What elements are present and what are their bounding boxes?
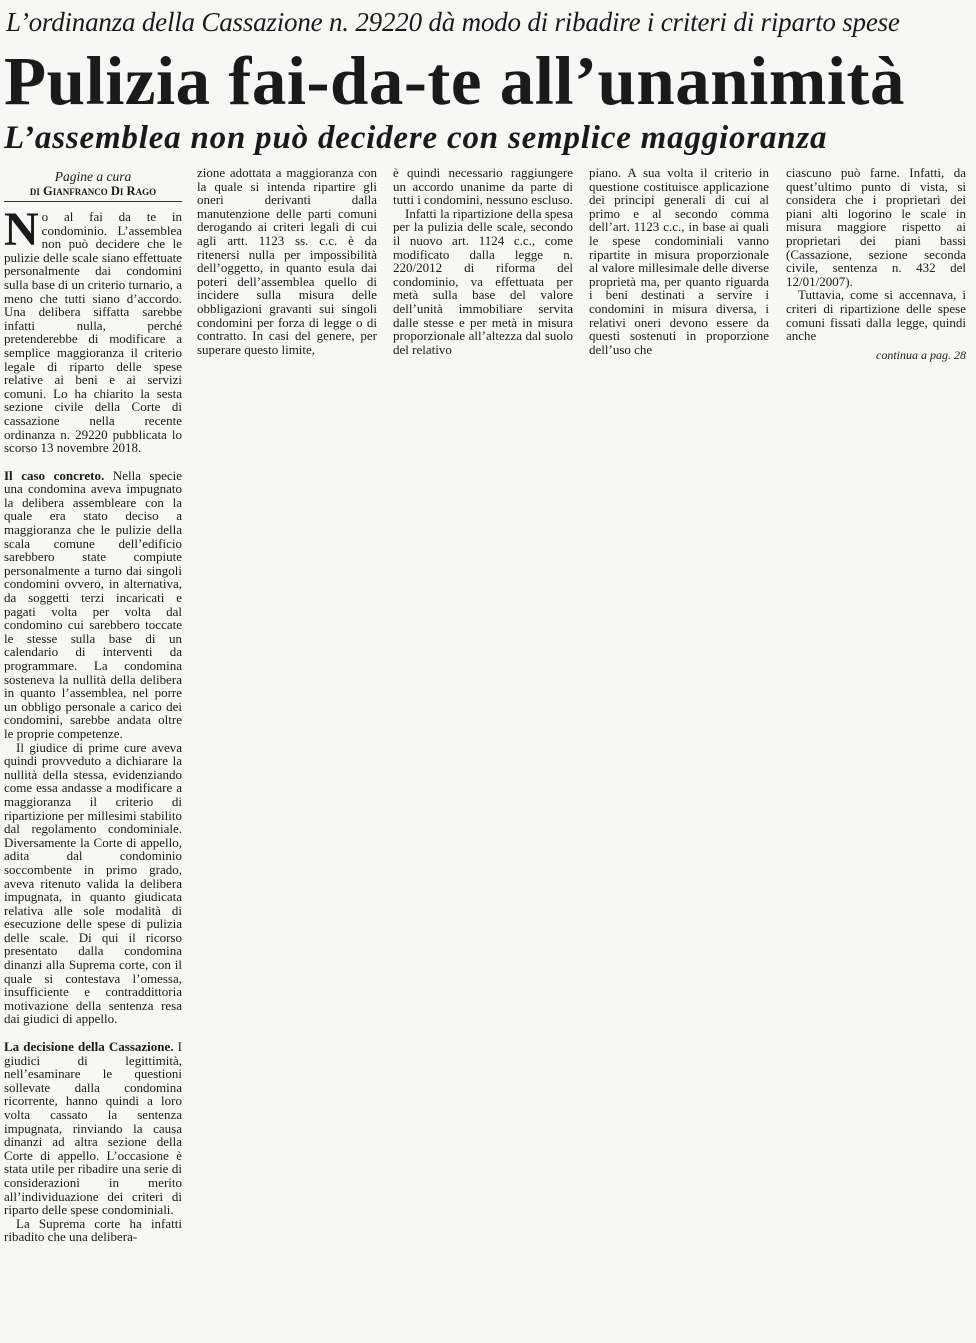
article-column-1 [4, 170, 182, 1244]
subheadline: L’assemblea non può decidere con semplice maggioranza [4, 120, 828, 156]
article-column-3 [393, 166, 573, 356]
drop-cap: N [4, 203, 39, 256]
article-column-4 [589, 166, 769, 356]
paragraph: Il giudice di prime cure aveva quindi provveduto a dichiarare la nullità della stessa, evidenziando come essa andasse a modificare a maggioranza il criterio di ripartizione per millesimi stabilito dal regolamento condominiale. Diversamente la Corte di appello, adita dal condominio soccombente in primo grado, aveva ritenuto valida la delibera impugnata, in quanto giudicata relativa alle sole modalità di esecuzione delle spese di pulizia delle scale. Di qui il ricorso presentato dalla condomina dinanzi alla Suprema corte, con il quale si contestava l’omessa, insufficiente e contraddittoria motivazione della sentenza resa dai giudici di appello. [4, 739, 182, 1027]
paragraph: piano. A sua volta il criterio in questione costituisce applicazione dei principi generali di cui al primo e al secondo comma dell’art. 1123 c.c., in base ai quali le spese condominiali vanno ripartite in misura proporzionale al valore millesimale delle diverse proprietà ma, per quanto riguarda i beni destinati a servire i condomini in misura diversa, i relativi oneri devono essere da questi sostenuti in proporzione dell’uso che [589, 165, 769, 357]
section-case-text: Nella specie una condomina aveva impugnato la delibera assembleare con la quale era stato deciso a maggioranza che le pulizie della scala comune dell’edificio sarebbero state compiute personalmente a turno dai singoli condomini ovvero, in alternativa, da soggetti terzi incaricati e pagati volta per volta dal condomino cui sarebbero toccate le stesse sulla base di un calendario di interventi da programmare. La condomina sosteneva la nullità della delibera in quanto l’assemblea, nel porre un obbligo personale a carico dei condomini, sarebbe andata oltre le proprie competenze. [4, 467, 182, 741]
article-column-5 [786, 166, 966, 362]
paragraph: La Suprema corte ha infatti ribadito che una delibera- [4, 1215, 182, 1245]
paragraph: zione adottata a maggioranza con la quale si intenda ripartire gli oneri derivanti dalla manutenzione delle parti comuni derogando ai criteri legali di cui agli artt. 1123 ss. c.c. è da ritenersi nulla per impossibilità dell’oggetto, in quanto esula dai poteri dell’assemblea quello di incidere sulla misura delle obbligazioni gravanti sui singoli condomini per forza di legge o di contratto. In casi del genere, per superare questo limite, [197, 165, 377, 357]
article-column-2 [197, 166, 377, 356]
paragraph: ciascuno può farne. Infatti, da quest’ultimo punto di vista, si considera che i proprietari dei piani alti logorino le scale in misura maggiore rispetto ai proprietari dei piani bassi (Cassazione, sezione seconda civile, sentenza n. 432 del 12/01/2007). [786, 165, 966, 289]
section-decision-text: I giudici di legittimità, nell’esaminare le questioni sollevate dalla condomina ricorrente, hanno quindi a loro volta cassato la sentenza impugnata, rinviando la causa dinanzi ad altra sezione della Corte di appello. L’occasione è stata utile per ribadire una serie di considerazioni in merito all’individuazione dei criteri di riparto delle spese condominiali. [4, 1039, 182, 1218]
continue-marker: continua a pag. 28 [876, 347, 966, 362]
section-decision [4, 1040, 182, 1217]
section-title-decision: La decisione della Cassazione. [4, 1039, 174, 1055]
paragraph: Infatti la ripartizione della spesa per la pulizia delle scale, secondo il nuovo art. 1124 c.c., come modificato dalla legge n. 220/2012 di riforma del condominio, va effettuata per metà sulla base del valore dell’unità immobiliare servita dalle stesse e per metà in misura proporzionale all’altezza dal suolo del relativo [393, 205, 573, 357]
kicker: L’ordinanza della Cassazione n. 29220 dà modo di ribadire i criteri di riparto spese [6, 7, 900, 37]
byline-label: Pagine a cura [54, 169, 132, 184]
headline: Pulizia fai-da-te all’unanimità [4, 43, 905, 119]
lead-paragraph [4, 203, 182, 456]
lead-text: o al fai da te in condominio. L’assemblea non può decidere che le pulizie delle scale siano effettuate personalmente dai condomini sulla base di un criterio turnario, a meno che tutti siano d’accordo. Una delibera siffatta sarebbe infatti nulla, perché pretenderebbe di modificare a semplice maggioranza il criterio legale di riparto delle spese relative ai beni e ai servizi comuni. Lo ha chiarito la sesta sezione civile della Corte di cassazione nella recente ordinanza n. 29220 pubblicata lo scorso 13 novembre 2018. [4, 209, 182, 456]
paragraph: è quindi necessario raggiungere un accordo unanime da parte di tutti i condomini, nessuno escluso. [393, 165, 573, 208]
section-case [4, 469, 182, 741]
section-title-case: Il caso concreto. [4, 467, 105, 483]
byline-author: di Gianfranco Di Rago [4, 184, 182, 202]
paragraph: Tuttavia, come si accennava, i criteri di ripartizione delle spese comuni fissati dalla legge, quindi anche [786, 287, 966, 344]
